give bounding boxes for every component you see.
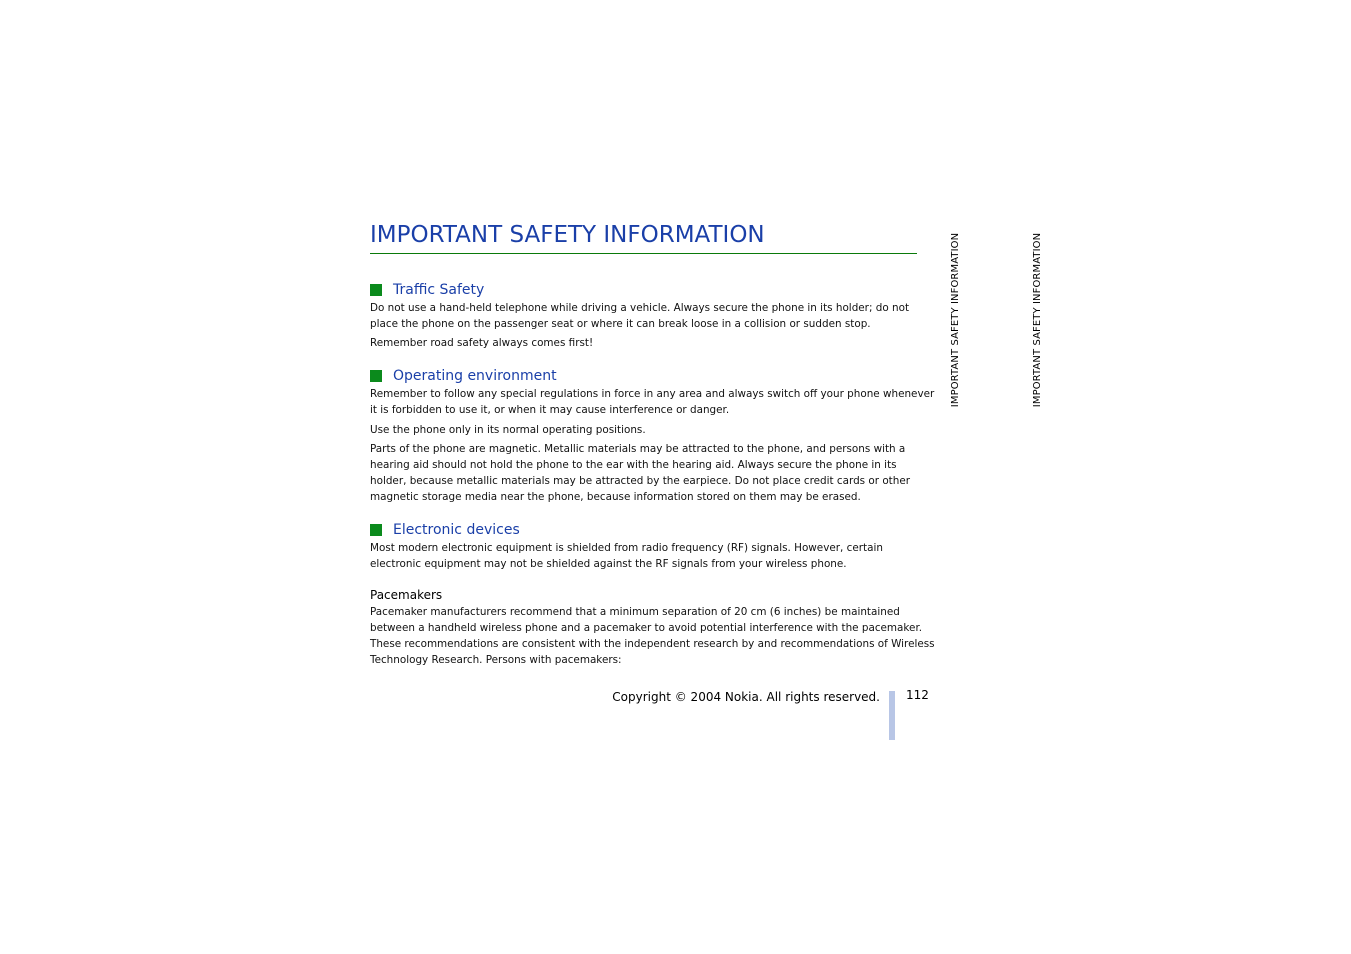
green-square-bullet xyxy=(370,370,382,382)
section-heading-traffic-safety xyxy=(370,280,484,300)
paragraph: Pacemaker manufacturers recommend that a minimum separation of 20 cm (6 inches) be maintained between a handheld wireless phone and a pacemaker to avoid potential interference with the pacemaker. These recommendations are consistent with the independent research by and recommendations of Wireless Technology Research. Persons with pacemakers: xyxy=(370,606,935,666)
paragraph: Parts of the phone are magnetic. Metallic materials may be attracted to the phone, and persons with a hearing aid should not hold the phone to the ear with the hearing aid. Always secure the phone in its holder, because metallic materials may be attracted by the earpiece. Do not place credit cards or other magnetic storage media near the phone, because information stored on them may be erased. xyxy=(370,443,911,503)
paragraph: Most modern electronic equipment is shielded from radio frequency (RF) signals. However, certain electronic equipment may not be shielded against the RF signals from your wireless phone. xyxy=(370,542,883,570)
green-square-bullet xyxy=(370,524,382,536)
section-title: Operating environment xyxy=(393,368,557,384)
side-tab-label: IMPORTANT SAFETY INFORMATION xyxy=(1032,232,1043,408)
page-number: 112 xyxy=(906,688,929,702)
copyright-notice: Copyright © 2004 Nokia. All rights reserved. xyxy=(612,690,880,704)
green-square-bullet xyxy=(370,284,382,296)
section-heading-electronic-devices xyxy=(370,520,520,540)
side-tab-left xyxy=(948,227,964,413)
paragraph: Remember road safety always comes first! xyxy=(370,337,594,349)
side-tab-label: IMPORTANT SAFETY INFORMATION xyxy=(950,232,961,408)
section-title: Electronic devices xyxy=(393,522,520,538)
subsection-title: Pacemakers xyxy=(370,588,443,602)
section-title: Traffic Safety xyxy=(393,282,485,298)
paragraph: Remember to follow any special regulations in force in any area and always switch off your phone whenever it is forbidden to use it, or when it may cause interference or danger. xyxy=(370,388,935,416)
side-tab-right xyxy=(1030,227,1046,413)
page-title: IMPORTANT SAFETY INFORMATION xyxy=(370,220,917,254)
paragraph: Use the phone only in its normal operating positions. xyxy=(370,424,646,436)
section-heading-operating-environment xyxy=(370,366,557,386)
page-marker-bar xyxy=(889,691,895,740)
paragraph: Do not use a hand-held telephone while driving a vehicle. Always secure the phone in its holder; do not place the phone on the passenger seat or where it can break loose in a collision or sudden stop. xyxy=(370,302,910,330)
